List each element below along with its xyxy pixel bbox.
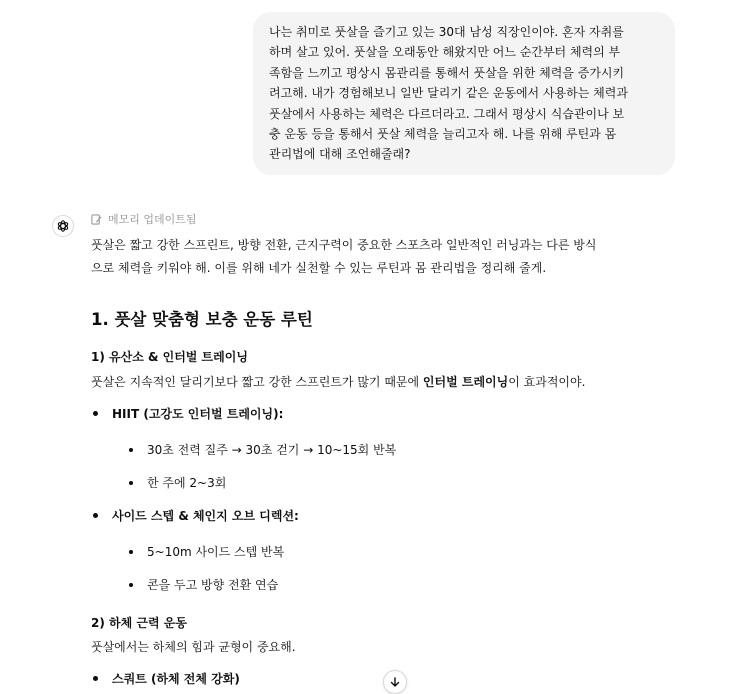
list-item (129, 474, 226, 491)
subsection-heading: 2) 하체 근력 운동 (91, 616, 187, 630)
section-heading: 1. 풋살 맞춤형 보충 운동 루틴 (91, 310, 313, 329)
lower-body-paragraph: 풋살에서는 하체의 힘과 균형이 중요해. (91, 640, 296, 654)
interval-text: 풋살은 지속적인 달리기보다 짧고 강한 스프린트가 많기 때문에 (91, 375, 423, 389)
user-message-line: 나는 취미로 풋살을 즐기고 있는 30대 남성 직장인이야. 혼자 자취를 (269, 25, 624, 39)
user-message-line: 충 운동 등을 통해서 풋살 체력을 늘리고자 해. 나를 위해 루틴과 몸 (269, 127, 617, 142)
user-message-line: 족함을 느끼고 평상시 몸관리를 통해서 풋살을 위한 체력을 증가시키 (269, 65, 625, 80)
side-step-item: 5~10m 사이드 스텝 반복 (147, 545, 285, 559)
memory-updated-link[interactable] (91, 211, 197, 227)
user-message-bubble (253, 12, 675, 175)
list-item (129, 441, 396, 458)
user-message-line: 하며 살고 있어. 풋살을 오래동안 해왔지만 어느 순간부터 체력의 부 (269, 45, 621, 60)
interval-bold: 인터벌 트레이닝 (422, 375, 509, 389)
list-item (93, 405, 283, 422)
subsection-heading: 1) 유산소 & 인터벌 트레이닝 (91, 350, 248, 364)
side-step-label: 사이드 스텝 & 체인지 오브 디렉션: (112, 509, 299, 523)
interval-paragraph (91, 372, 585, 392)
intro-line: 으로 체력을 키워야 해. 이를 위해 네가 실천할 수 있는 루틴과 몸 관리법을 정리해 줄게. (91, 261, 547, 275)
list-item (93, 507, 299, 524)
user-message-line: 려고해. 내가 경험해보니 일반 달리기 같은 운동에서 사용하는 체력과 (269, 86, 628, 101)
list-item (129, 576, 278, 593)
user-message-line: 풋살에서 사용하는 체력은 다르더라고. 그래서 평상시 식습관이나 보 (269, 106, 625, 121)
hiit-item: 한 주에 2~3회 (147, 476, 227, 490)
openai-logo-icon (52, 215, 74, 237)
interval-text-end: 이 효과적이야. (508, 375, 586, 389)
intro-line: 풋살은 짧고 강한 스프린트, 방향 전환, 근지구력이 중요한 스포츠라 일반적인 러닝과는 다른 방식 (91, 238, 597, 252)
list-item (93, 670, 240, 687)
side-step-item: 콘을 두고 방향 전환 연습 (147, 578, 279, 592)
memory-updated-label: 메모리 업데이트됨 (108, 213, 197, 226)
arrow-down-icon (389, 676, 401, 688)
squat-label: 스쿼트 (하체 전체 강화) (112, 672, 240, 686)
user-message-line: 관리법에 대해 조언해줄래? (269, 147, 411, 162)
memory-pen-icon (91, 214, 102, 225)
hiit-item: 30초 전력 질주 → 30초 걷기 → 10~15회 반복 (147, 443, 397, 457)
hiit-label: HIIT (고강도 인터벌 트레이닝): (112, 407, 284, 421)
list-item (129, 543, 284, 560)
scroll-to-bottom-button[interactable] (383, 670, 407, 694)
